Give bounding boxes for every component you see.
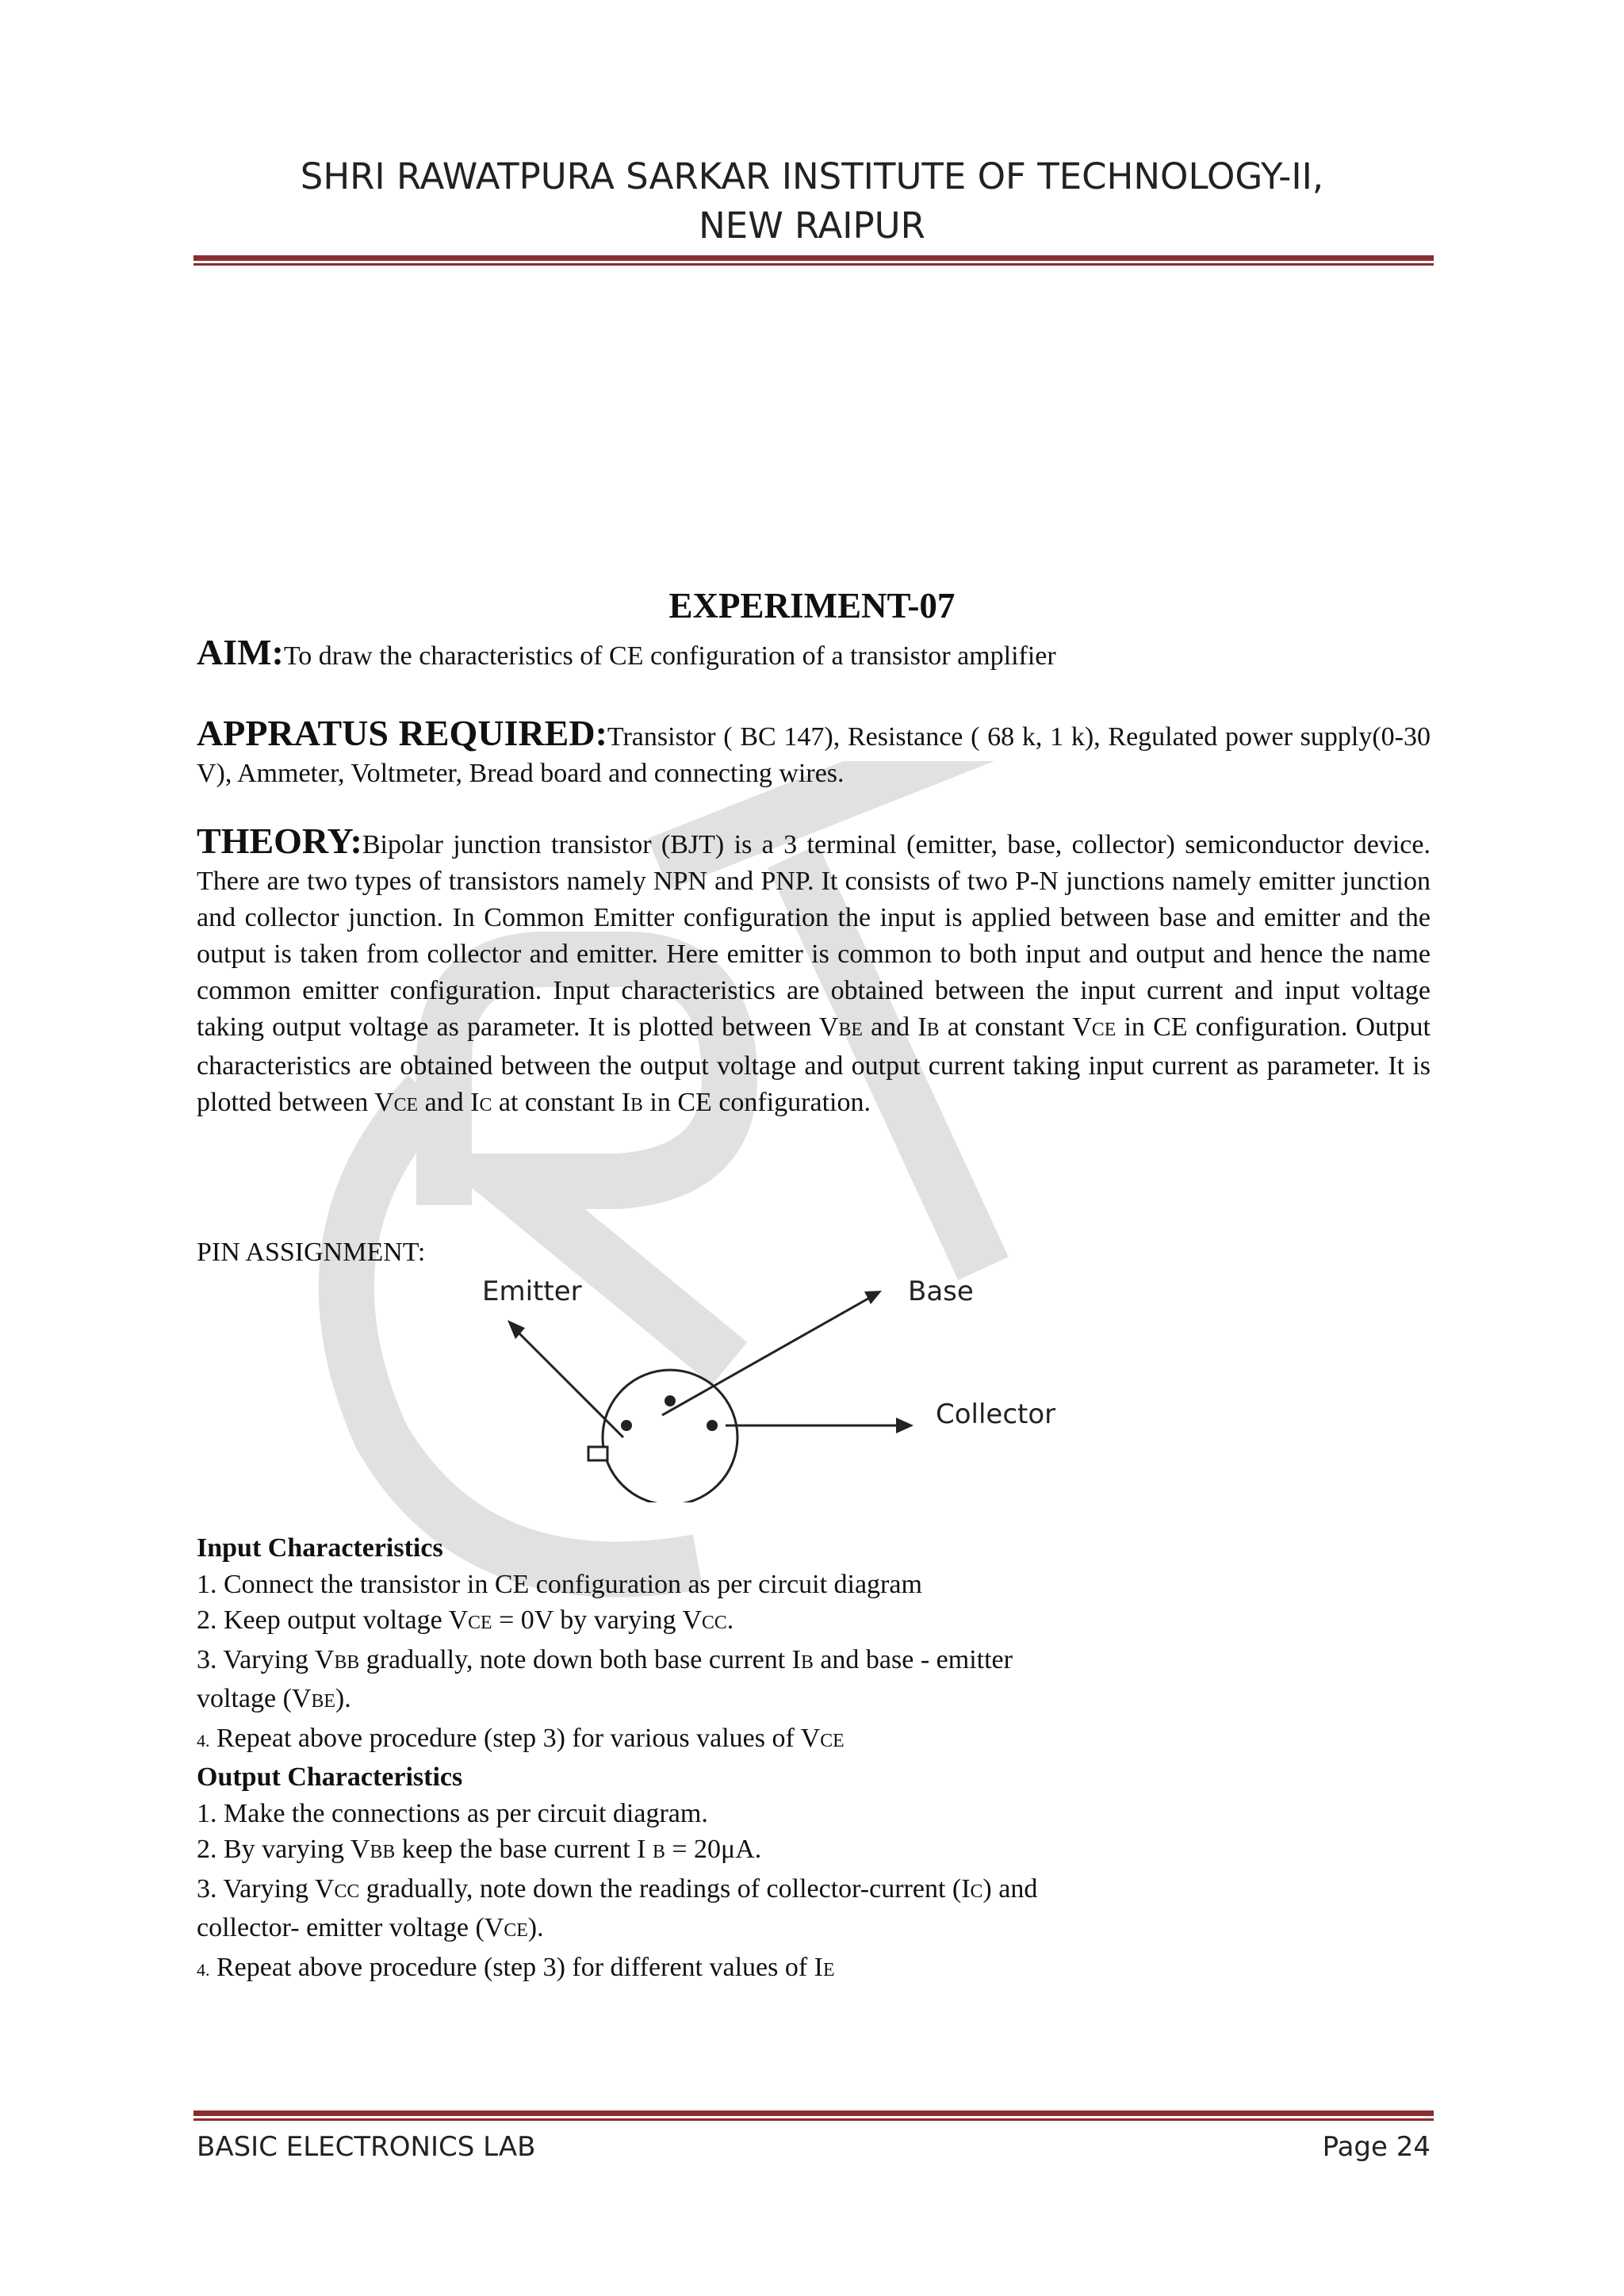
collector-pin-dot	[707, 1420, 718, 1431]
collector-arrowhead	[896, 1418, 914, 1433]
base-pin-dot	[665, 1395, 676, 1406]
emitter-label: Emitter	[482, 1276, 582, 1307]
subscript: B	[630, 1095, 643, 1115]
output-step-2: 2. By varying VBB keep the base current I B = 20μA.	[197, 1835, 762, 1864]
footer-left: BASIC ELECTRONICS LAB	[197, 2131, 536, 2163]
collector-label: Collector	[936, 1399, 1056, 1430]
input-step-3-cont: voltage (VBE).	[197, 1684, 351, 1713]
base-arrowhead	[864, 1291, 882, 1304]
input-step-3: 3. Varying VBB gradually, note down both base current IB and base - emitter	[197, 1644, 1013, 1674]
theory-text: at constant V	[939, 1012, 1092, 1042]
input-step-1: 1. Connect the transistor in CE configuration as per circuit diagram	[197, 1569, 922, 1599]
institute-header	[0, 152, 1624, 251]
base-label: Base	[908, 1276, 974, 1307]
emitter-tab-marker	[588, 1447, 607, 1460]
output-step-3: 3. Varying VCC gradually, note down the readings of collector-current (IC) and	[197, 1873, 1038, 1904]
aim-section	[197, 634, 1431, 675]
input-characteristics-heading: Input Characteristics	[197, 1533, 443, 1563]
aim-text: To draw the characteristics of CE configuration of a transistor amplifier	[283, 641, 1056, 671]
transistor-pin-diagram	[396, 1265, 1078, 1502]
output-characteristics-heading: Output Characteristics	[197, 1762, 463, 1792]
output-step-1: 1. Make the connections as per circuit diagram.	[197, 1798, 708, 1828]
emitter-arrow-line	[514, 1328, 623, 1437]
apparatus-heading: APPRATUS REQUIRED:	[197, 713, 607, 753]
output-step-3-cont: collector- emitter voltage (VCE).	[197, 1913, 544, 1942]
theory-text: and I	[418, 1088, 480, 1117]
header-line-2: NEW RAIPUR	[699, 205, 925, 247]
footer-rule	[193, 2110, 1434, 2121]
theory-text: and I	[862, 1012, 927, 1042]
subscript: CE	[393, 1095, 419, 1115]
page-number: Page 24	[1322, 2131, 1431, 2163]
subscript: C	[479, 1095, 492, 1115]
base-arrow-line	[662, 1296, 872, 1415]
theory-heading: THEORY:	[197, 821, 362, 861]
apparatus-section	[197, 715, 1431, 792]
input-step-4: 4. Repeat above procedure (step 3) for various values of VCE	[197, 1723, 845, 1753]
subscript: CE	[1091, 1020, 1116, 1040]
aim-heading: AIM:	[197, 632, 284, 672]
theory-text: in CE configuration. Output characteristics are obtained between the output voltage and output current taking input current as parameter. It is plotted between V	[197, 1012, 1431, 1117]
header-rule	[193, 255, 1434, 266]
experiment-title: EXPERIMENT-07	[668, 586, 956, 626]
procedure-section	[197, 1530, 1431, 1988]
subscript: B	[926, 1020, 940, 1040]
theory-section	[197, 823, 1431, 1123]
theory-text: at constant I	[492, 1088, 631, 1117]
theory-text: Bipolar junction transistor (BJT) is a 3 terminal (emitter, base, collector) semiconductor device. There are two types of transistors namely NPN and PNP. It consists of two P-N junctions namely emitter junction and collector junction. In Common Emitter configuration the input is applied between base and emitter and the output is taken from collector and emitter. Here emitter is common to both input and output and hence the name common emitter configuration. Input characteristics are obtained between the input current and input voltage taking output voltage as parameter. It is plotted between V	[197, 830, 1431, 1042]
output-step-4: 4. Repeat above procedure (step 3) for different values of IE	[197, 1952, 835, 1982]
emitter-pin-dot	[621, 1420, 632, 1431]
subscript: BE	[838, 1020, 863, 1040]
apparatus-text: Transistor ( BC 147), Resistance ( 68 k, 1 k), Regulated power supply(0-30 V), Ammeter, Voltmeter, Bread board and connecting wires.	[197, 722, 1431, 788]
header-line-1: SHRI RAWATPURA SARKAR INSTITUTE OF TECHNOLOGY-II,	[300, 155, 1324, 197]
theory-text: in CE configuration.	[642, 1088, 871, 1117]
input-step-2: 2. Keep output voltage VCE = 0V by varying VCC.	[197, 1605, 734, 1635]
pin-assignment-label: PIN ASSIGNMENT:	[197, 1238, 426, 1267]
